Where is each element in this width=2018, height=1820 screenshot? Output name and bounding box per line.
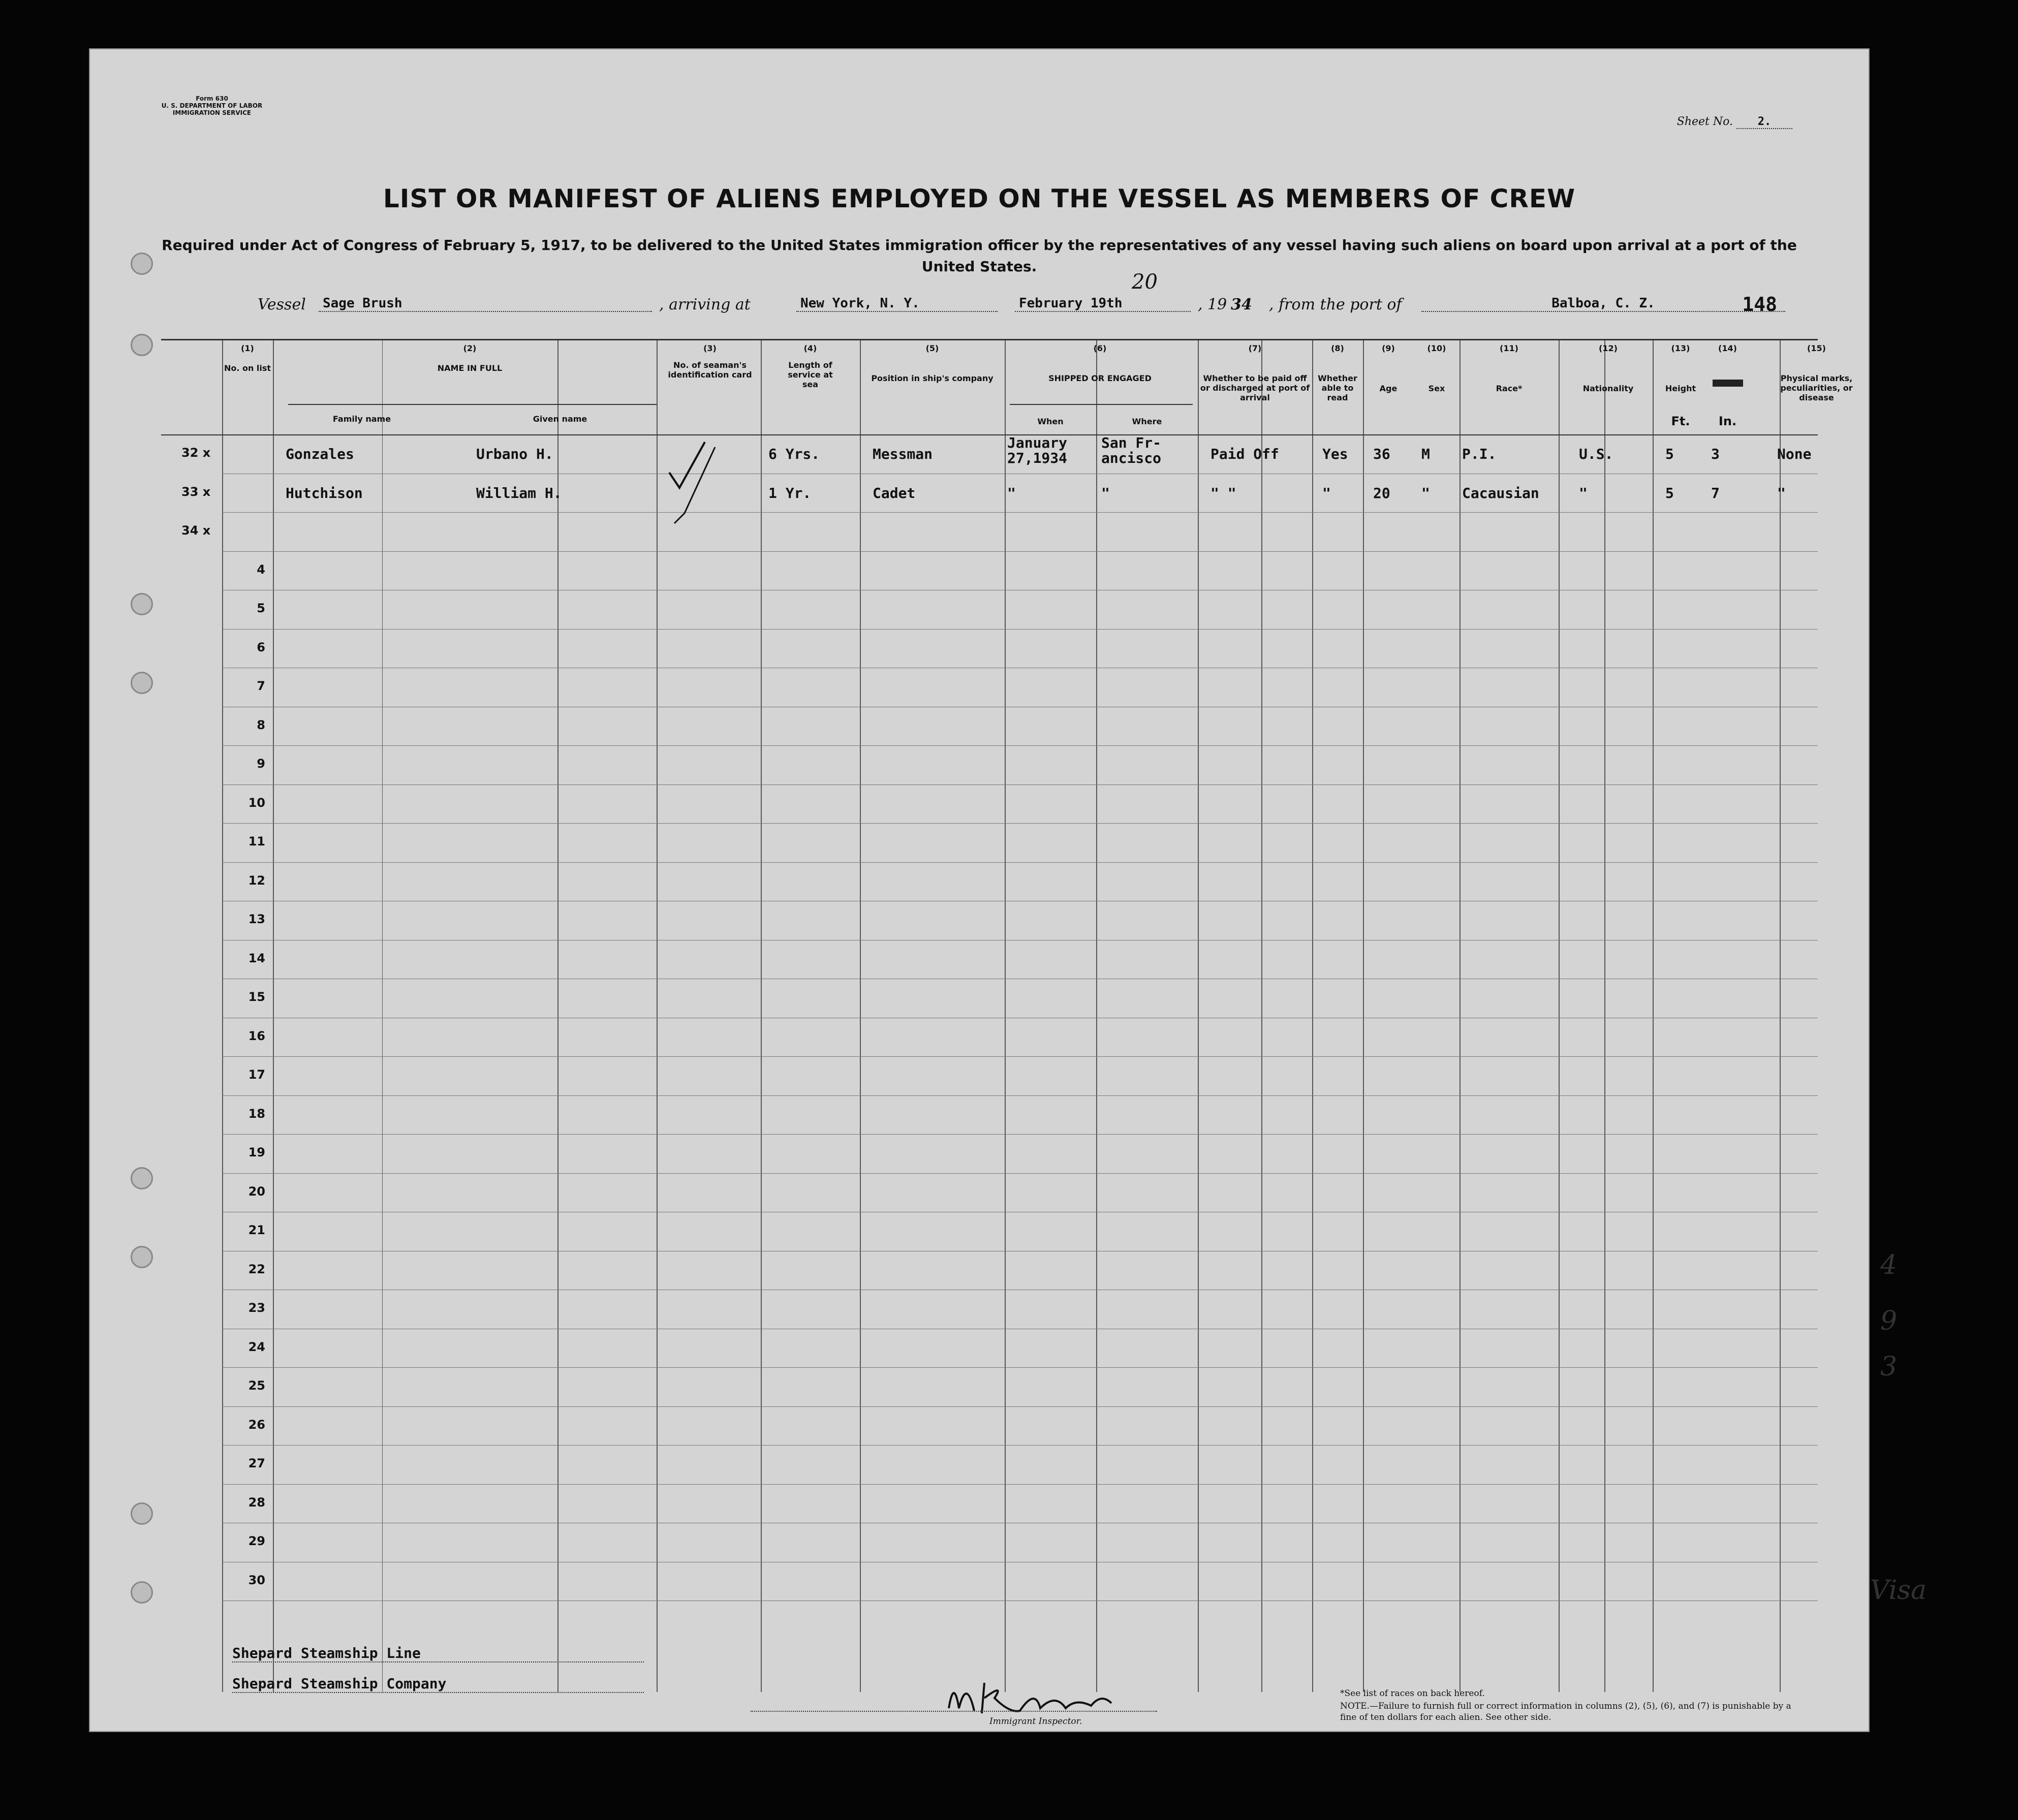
row-number: 28 [248, 1495, 265, 1510]
height-ft-label: Ft. [1671, 414, 1690, 428]
row-number: 29 [248, 1534, 265, 1548]
row-number: 17 [248, 1068, 265, 1082]
row-number: 7 [257, 679, 265, 693]
row-number: 24 [248, 1339, 265, 1354]
cell-sex: M [1421, 446, 1430, 462]
form-identifier [151, 95, 273, 116]
penalty-note: NOTE.—Failure to furnish full or correct information in columns (2), (5), (6), and (7) is punishable by a fine of ten dollars for each alien. See other side. [1340, 1701, 1791, 1722]
binder-hole [48, 389, 72, 412]
col-header-14: (14) [1703, 343, 1752, 387]
col-header-height: (13) Height [1665, 343, 1696, 393]
punch-ring [131, 1167, 153, 1189]
cell-position: Messman [873, 446, 933, 462]
row-number: 12 [248, 873, 265, 888]
row-number: 18 [248, 1106, 265, 1121]
row-divider [222, 1445, 1818, 1446]
form-number: Form 630 [196, 95, 228, 102]
service-name: IMMIGRATION SERVICE [172, 109, 252, 116]
cell-age: 36 [1373, 446, 1390, 462]
vessel-info-line [258, 270, 1792, 319]
check-mark-icon [664, 437, 725, 528]
cell-given: William H. [476, 484, 562, 501]
page-title: LIST OR MANIFEST OF ALIENS EMPLOYED ON THE VESSEL AS MEMBERS OF CREW [383, 184, 1576, 213]
punch-ring [131, 1581, 153, 1604]
cell-given: Urbano H. [476, 446, 553, 462]
punch-ring [131, 672, 153, 694]
row-divider [222, 1056, 1818, 1057]
margin-mark: 9 [1880, 1306, 1898, 1336]
sheet-number-value: 2. [1736, 115, 1792, 129]
col-header-age: (9) Age [1379, 343, 1398, 393]
cell-position: Cadet [873, 484, 916, 501]
row-number: 16 [248, 1028, 265, 1043]
row-divider [222, 1484, 1818, 1485]
cell-when: " [1007, 484, 1016, 501]
cell-ft: 5 [1665, 446, 1674, 462]
manifest-sheet [89, 48, 1870, 1732]
col-header-position: (5) Position in ship's company [871, 343, 994, 383]
date-correction: 20 [1132, 270, 1158, 294]
cell-family: Hutchison [286, 484, 363, 501]
row-divider [222, 1367, 1818, 1368]
inspector-label: Immigrant Inspector. [989, 1716, 1082, 1727]
cell-service: 6 Yrs. [768, 446, 820, 462]
row-divider [222, 823, 1818, 824]
page-subtitle: Required under Act of Congress of February 5, 1917, to be delivered to the United States immigration officer by the representatives of any vessel having such aliens on board upon arrival at a port of the United States. [162, 237, 1797, 275]
col-header-name: (2) NAME IN FULL [437, 343, 503, 373]
from-port-label: , from the port of [1269, 296, 1402, 313]
cell-read: Yes [1322, 446, 1348, 462]
cell-when: January 27,1934 [1007, 434, 1068, 466]
row-number: 27 [248, 1456, 265, 1470]
cell-marks: " [1777, 484, 1786, 501]
cell-marks: None [1777, 446, 1812, 462]
row-number: 9 [257, 757, 265, 771]
col-header-when: When [1037, 417, 1064, 426]
col-header-no: (1) No. on list [224, 343, 271, 373]
arrival-year: 34 [1231, 296, 1252, 313]
cell-in: 7 [1711, 484, 1720, 501]
row-number: 15 [248, 990, 265, 1004]
binder-hole [48, 1540, 72, 1563]
binder-hole [48, 564, 72, 587]
row-number: 19 [248, 1145, 265, 1159]
row-divider [222, 1134, 1818, 1135]
row-number: 14 [248, 951, 265, 965]
steamship-company: Shepard Steamship Company [232, 1675, 644, 1693]
col-header-race: (11) Race* [1496, 343, 1523, 393]
cell-where: " [1101, 484, 1110, 501]
punch-ring [131, 334, 153, 356]
row-divider [222, 1173, 1818, 1174]
punch-ring [131, 593, 153, 615]
cell-age: 20 [1373, 484, 1390, 501]
row-number: 23 [248, 1301, 265, 1315]
binder-hole [48, 1463, 72, 1487]
cell-ft: 5 [1665, 484, 1674, 501]
punch-ring [131, 253, 153, 275]
sheet-number [1677, 115, 1792, 129]
cell-sex: " [1421, 484, 1430, 501]
crew-table [161, 339, 1853, 1692]
row-number: 5 [257, 601, 265, 615]
cell-nationality: " [1579, 484, 1588, 501]
row-divider [222, 551, 1818, 552]
vessel-name: Sage Brush [319, 296, 652, 312]
row-divider [222, 512, 1818, 513]
row-number: 26 [248, 1417, 265, 1432]
row-number: 8 [257, 717, 265, 732]
row-number: 20 [248, 1184, 265, 1199]
margin-mark: 3 [1880, 1352, 1898, 1382]
cell-race: P.I. [1462, 446, 1497, 462]
row-number: 11 [248, 834, 265, 849]
vessel-label: Vessel [258, 296, 306, 313]
row-number: 34 x [181, 523, 211, 538]
row-divider [222, 745, 1818, 746]
binder-hole [48, 1204, 72, 1228]
cell-where: San Fr- ancisco [1101, 434, 1162, 466]
margin-mark: 4 [1880, 1250, 1898, 1280]
row-number: 10 [248, 795, 265, 810]
row-number: 32 x [181, 446, 211, 460]
col-header-family-name: Family name [332, 414, 391, 424]
col-header-physical-marks: (15) Physical marks, peculiarities, or disease [1780, 343, 1853, 402]
col-header-service-length: (4) Length of service at sea [788, 343, 833, 389]
punch-ring [131, 1502, 153, 1525]
cell-read: " [1322, 484, 1331, 501]
margin-mark: Visa [1870, 1575, 1927, 1606]
arrival-date: February 19th [1015, 296, 1191, 312]
binder-hole [48, 643, 72, 666]
year-prefix: , 19 [1198, 296, 1227, 313]
cell-in: 3 [1711, 446, 1720, 462]
arriving-label: , arriving at [659, 296, 751, 313]
row-divider [222, 1095, 1818, 1096]
height-in-label: In. [1718, 414, 1737, 428]
row-number: 21 [248, 1223, 265, 1237]
row-number: 13 [248, 912, 265, 926]
arriving-port: New York, N. Y. [796, 296, 998, 312]
row-number: 6 [257, 640, 265, 654]
row-divider [222, 629, 1818, 630]
cell-service: 1 Yr. [768, 484, 812, 501]
row-number: 30 [248, 1573, 265, 1587]
binder-hole [48, 302, 72, 326]
cell-paid-off: " " [1210, 484, 1236, 501]
steamship-line: Shepard Steamship Line [232, 1645, 644, 1662]
row-number: 33 x [181, 484, 211, 499]
col-header-nationality: (12) Nationality [1582, 343, 1634, 393]
punch-ring [131, 1246, 153, 1268]
row-number: 25 [248, 1378, 265, 1393]
cell-nationality: U.S. [1579, 446, 1613, 462]
from-port: Balboa, C. Z. [1421, 296, 1785, 312]
sheet-number-label: Sheet No. [1677, 115, 1733, 128]
col-header-sex: (10) Sex [1427, 343, 1446, 393]
races-note: *See list of races on back hereof. [1340, 1688, 1485, 1699]
row-number: 4 [257, 562, 265, 577]
col-header-id-card: (3) No. of seaman's identification card [668, 343, 752, 380]
row-divider [222, 1406, 1818, 1407]
department-name: U. S. DEPARTMENT OF LABOR [161, 102, 263, 109]
binder-hole [48, 1123, 72, 1146]
row-number: 22 [248, 1262, 265, 1276]
page-stamp-number: 148 [1742, 293, 1777, 316]
cell-family: Gonzales [286, 446, 354, 462]
row-divider [222, 862, 1818, 863]
col-header-given-name: Given name [533, 414, 587, 424]
col-header-paid-off: (7) Whether to be paid off or discharged at port of arrival [1200, 343, 1310, 402]
col-header-where: Where [1132, 417, 1162, 426]
col-header-able-to-read: (8) Whether able to read [1318, 343, 1357, 402]
cell-race: Cacausian [1462, 484, 1539, 501]
col-header-shipped: (6) SHIPPED OR ENGAGED [1048, 343, 1152, 383]
cell-paid-off: Paid Off [1210, 446, 1279, 462]
